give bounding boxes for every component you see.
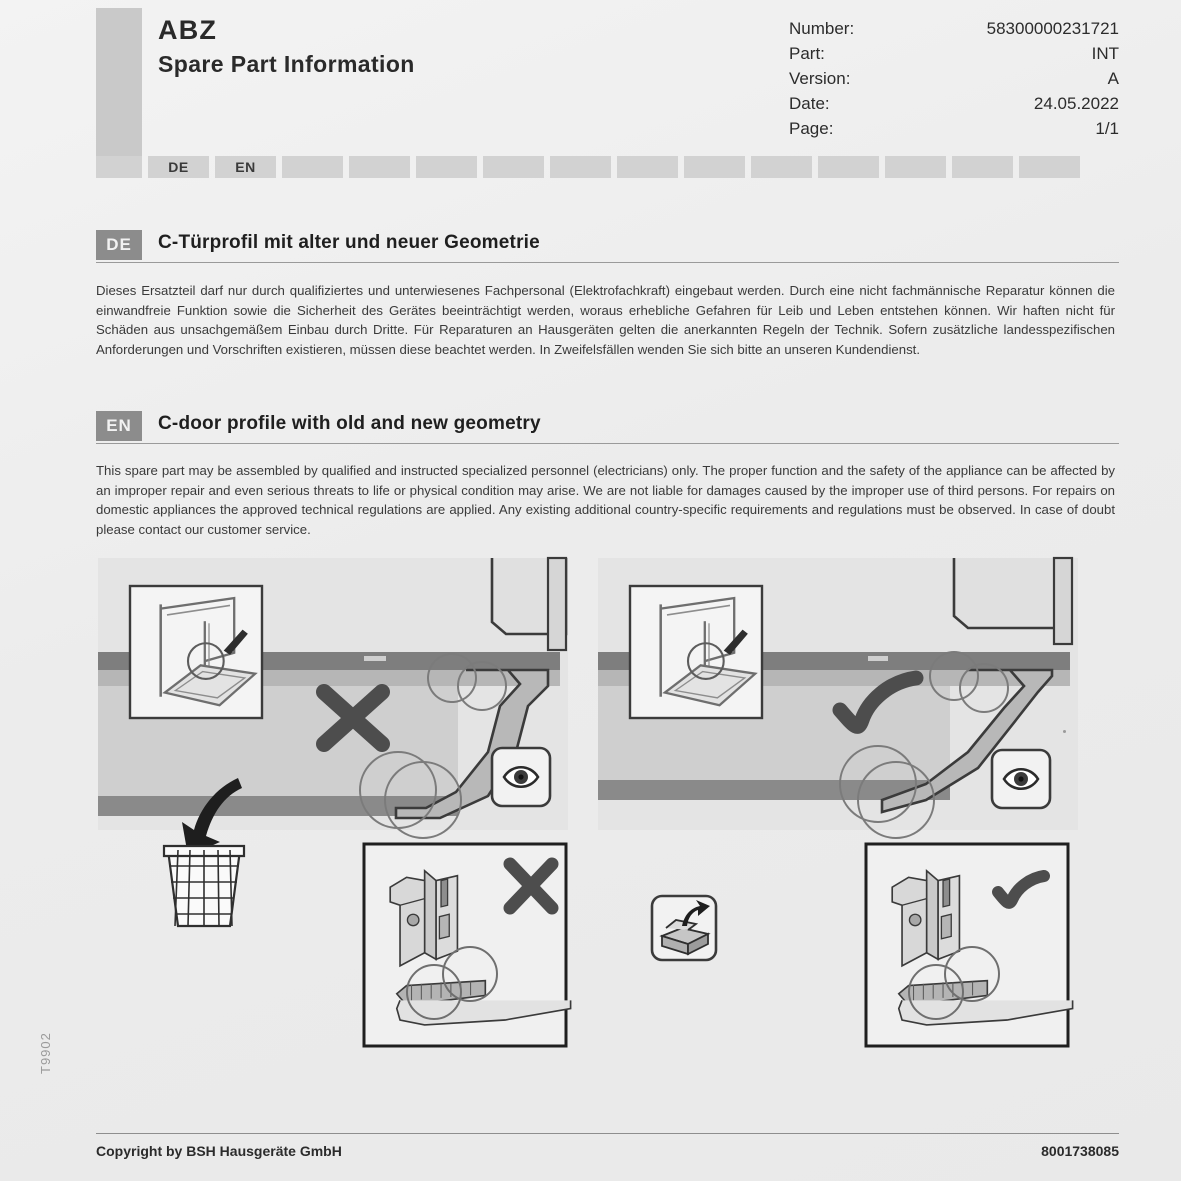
document-header [96, 8, 1119, 175]
inset-box-left [130, 586, 262, 718]
waste-basket-icon [164, 846, 244, 926]
meta-row-part [789, 41, 1119, 66]
section-body-de: Dieses Ersatzteil darf nur durch qualifiziertes und unterwiesenes Fachpersonal (Elektrofachkraft) eingebaut werden. Durch eine nicht fachmännische Reparatur können die einwandfreie Funktion sowie die Sicherheit des Gerätes beeinträchtigt werden, woraus erhebliche Gefahren für Leib und Leben entstehen können. Wir haften nicht für Schäden aus unsachgemäßem Einbau durch Dritte. Für Reparaturen an Hausgeräten gelten die anerkannten Regeln der Technik. Sofern zusätzliche landesspezifischen Anforderungen und Vorschriften existieren, müssen diese beachtet werden. In Zweifelsfällen wenden Sie sich bitte an unseren Kundendienst. [96, 283, 1115, 357]
page-speck [1063, 730, 1066, 733]
illustration-area [96, 556, 1118, 1066]
meta-label-page: Page: [789, 119, 834, 138]
lang-tab-10[interactable] [751, 156, 812, 178]
lang-tab-4[interactable] [349, 156, 410, 178]
section-title-de: C-Türprofil mit alter und neuer Geometrie [158, 232, 540, 253]
footer-side-code: T9902 [38, 1032, 53, 1074]
eye-inspect-icon-right [992, 750, 1050, 808]
meta-label-number: Number: [789, 19, 855, 38]
document-subtitle: Spare Part Information [158, 50, 415, 77]
section-badge-en: EN [96, 411, 142, 441]
meta-value-version: A [1107, 69, 1119, 88]
lang-tab-7[interactable] [550, 156, 611, 178]
meta-value-part: INT [1091, 44, 1119, 63]
footer-copyright: Copyright by BSH Hausgeräte GmbH [96, 1143, 342, 1159]
meta-label-version: Version: [789, 69, 851, 88]
lang-tab-spacer [96, 156, 142, 178]
brand-logo-bar [96, 8, 142, 156]
lang-tab-11[interactable] [818, 156, 879, 178]
lang-tab-3[interactable] [282, 156, 343, 178]
lang-tab-6[interactable] [483, 156, 544, 178]
meta-row-version [789, 66, 1119, 91]
section-badge-de: DE [96, 230, 142, 260]
section-header-de [96, 230, 1119, 264]
lang-tab-en[interactable]: EN [215, 156, 276, 178]
section-title-en: C-door profile with old and new geometry [158, 413, 541, 434]
detail-box-right-correct [866, 844, 1073, 1046]
meta-label-date: Date: [789, 94, 830, 113]
meta-row-page [789, 116, 1119, 141]
lang-tab-12[interactable] [885, 156, 946, 178]
figure-left-old-geometry [98, 558, 568, 856]
brand-name: ABZ [158, 15, 218, 45]
lang-tab-8[interactable] [617, 156, 678, 178]
inset-box-right [630, 586, 762, 718]
lang-tab-5[interactable] [416, 156, 477, 178]
unpack-box-icon [652, 896, 716, 960]
meta-value-date: 24.05.2022 [1033, 94, 1119, 113]
lang-tab-9[interactable] [684, 156, 745, 178]
meta-row-date [789, 91, 1119, 116]
section-divider-en [96, 443, 1119, 444]
detail-box-left-incorrect [364, 844, 571, 1046]
meta-row-number [789, 16, 1119, 41]
figure-right-new-geometry [598, 558, 1078, 838]
language-tab-strip [96, 156, 1119, 178]
document-metadata [789, 16, 1119, 141]
lang-tab-13[interactable] [952, 156, 1013, 178]
eye-inspect-icon-left [492, 748, 550, 806]
technical-illustration [96, 556, 1118, 1066]
meta-value-number: 58300000231721 [986, 19, 1119, 38]
section-body-en: This spare part may be assembled by qualified and instructed specialized personnel (electricians) only. The proper function and the safety of the appliance can be affected by an improper repair and even serious threats to life or physical condition may arise. We are not liable for damages caused by the improper use of third persons. For repairs on domestic appliances the approved technical regulations are applied. Any existing additional country-specific requirements and regulations must be observed. In case of doubt please contact our customer service. [96, 463, 1115, 537]
section-header-en [96, 411, 1119, 445]
footer-document-number: 8001738085 [1041, 1143, 1119, 1159]
lang-tab-de[interactable]: DE [148, 156, 209, 178]
meta-label-part: Part: [789, 44, 825, 63]
footer-divider [96, 1133, 1119, 1134]
section-divider-de [96, 262, 1119, 263]
lang-tab-14[interactable] [1019, 156, 1080, 178]
brand-block [158, 14, 778, 78]
meta-value-page: 1/1 [1095, 119, 1119, 138]
